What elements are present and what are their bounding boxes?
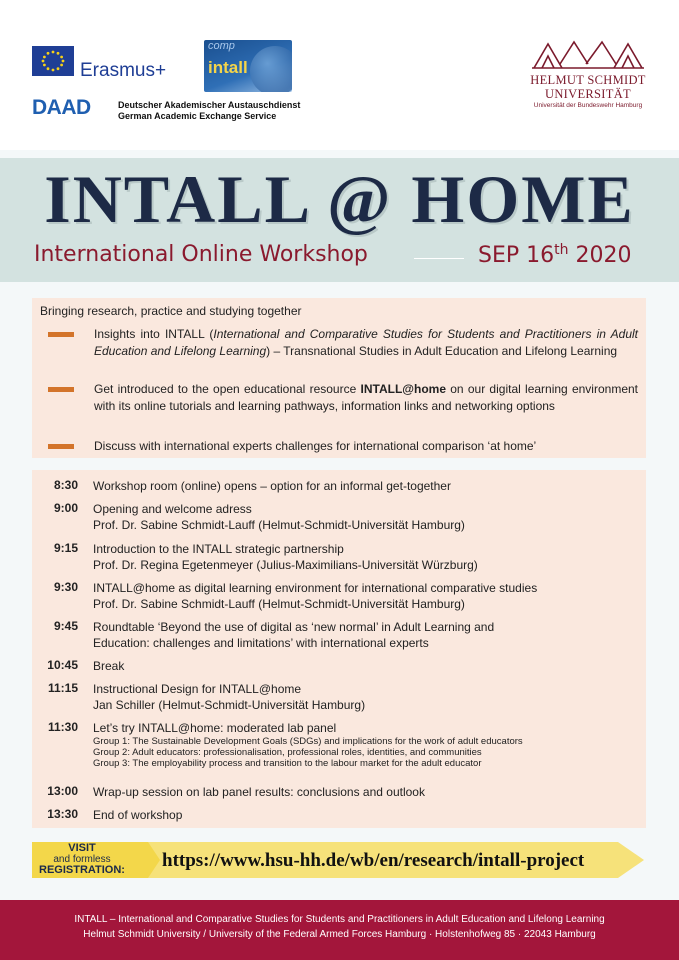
schedule-time: 13:00	[47, 784, 78, 798]
eu-flag-icon	[32, 46, 74, 76]
schedule-line: Prof. Dr. Sabine Schmidt-Lauff (Helmut-Schmidt-Universität Hamburg)	[93, 597, 465, 611]
workshop-date	[478, 242, 631, 268]
bullet-bar-icon	[48, 332, 74, 337]
schedule-line: Introduction to the INTALL strategic partnership	[93, 542, 344, 556]
schedule-line: Workshop room (online) opens – option for an informal get-together	[93, 479, 451, 493]
bullet-text-bold: INTALL@home	[360, 382, 447, 396]
visit-label: VISIT	[68, 842, 96, 854]
schedule-line: Wrap-up session on lab panel results: conclusions and outlook	[93, 785, 425, 799]
hsu-logo	[528, 38, 648, 128]
intro-box	[32, 298, 646, 458]
schedule-entry	[93, 619, 639, 651]
bullet-text-part: Insights into INTALL (	[94, 327, 214, 341]
schedule-entry	[93, 720, 639, 769]
schedule-line: Prof. Dr. Regina Egetenmeyer (Julius-Maximilians-Universität Würzburg)	[93, 558, 478, 572]
schedule-entry	[93, 541, 639, 573]
bullet-bar-icon	[48, 387, 74, 392]
intall-logo-comp: comp	[208, 40, 235, 52]
schedule-time: 9:00	[53, 501, 78, 515]
intall-logo-word: intall	[208, 58, 248, 77]
schedule-entry	[93, 658, 639, 674]
erasmus-logo-text: Erasmus+	[80, 60, 167, 81]
schedule-time: 9:15	[53, 541, 78, 555]
daad-description	[118, 100, 300, 122]
bullet-text-italic: International and Comparative Studies for Students and Practitioners in Adult Education and Lifelong Learning	[94, 327, 638, 358]
bullet-text-part: Get introduced to the open educational resource	[94, 382, 361, 396]
schedule-time: 11:15	[47, 681, 78, 695]
daad-german: Deutscher Akademischer Austauschdienst	[118, 100, 301, 110]
hsu-name-line2: UNIVERSITÄT	[545, 87, 631, 101]
bullet-text	[94, 381, 638, 415]
schedule-line: Break	[93, 659, 125, 673]
date-suffix: th	[554, 242, 569, 258]
schedule-time: 10:45	[47, 658, 78, 672]
schedule-entry	[93, 580, 639, 612]
hsu-name-line1: HELMUT SCHMIDT	[530, 73, 646, 87]
hsu-arches-icon	[530, 38, 646, 72]
schedule-line: Prof. Dr. Sabine Schmidt-Lauff (Helmut-Schmidt-Universität Hamburg)	[93, 518, 465, 532]
registration-label	[34, 843, 130, 876]
daad-english: German Academic Exchange Service	[118, 111, 277, 121]
schedule-entry	[93, 784, 639, 800]
hsu-subtitle: Universität der Bundeswehr Hamburg	[533, 102, 643, 109]
lab-group-line: Group 1: The Sustainable Development Goals (SDGs) and implications for the work of adult educators	[93, 736, 523, 747]
footer	[0, 900, 679, 960]
schedule-time: 8:30	[53, 478, 78, 492]
page-title: INTALL @ HOME	[44, 161, 635, 237]
schedule-time: 11:30	[47, 720, 78, 734]
title-divider	[414, 258, 464, 259]
schedule-entry	[93, 807, 639, 823]
intro-lead: Bringing research, practice and studying together	[40, 304, 302, 318]
intall-logo	[204, 40, 292, 92]
intro-bullet	[48, 326, 638, 360]
schedule-line: Education: challenges and limitations’ with international experts	[93, 636, 429, 650]
schedule-time: 9:30	[53, 580, 78, 594]
schedule-line: Let’s try INTALL@home: moderated lab panel	[93, 721, 337, 735]
schedule-time: 9:45	[53, 619, 78, 633]
schedule-line: Roundtable ‘Beyond the use of digital as ‘new normal’ in Adult Learning and	[93, 620, 495, 634]
registration-word: REGISTRATION:	[39, 864, 125, 876]
logo-header	[0, 0, 679, 150]
schedule-line: INTALL@home as digital learning environment for international comparative studies	[93, 581, 538, 595]
date-year: 2020	[568, 243, 632, 268]
schedule-entry	[93, 501, 639, 533]
footer-line-1: INTALL – International and Comparative Studies for Students and Practitioners in Adult Education and Lifelong Learning	[74, 914, 605, 925]
registration-link[interactable]: https://www.hsu-hh.de/wb/en/research/intall-project	[162, 850, 585, 871]
intro-bullet	[48, 381, 638, 415]
lab-group-line: Group 2: Adult educators: professionalisation, professional roles, identities, and communities	[93, 747, 482, 758]
globe-icon	[250, 46, 292, 92]
schedule-entry	[93, 681, 639, 713]
schedule-line: Opening and welcome adress	[93, 502, 252, 516]
bullet-text-part: on our digital learning environment with its online tutorials and learning pathways, information links and networking options	[94, 382, 638, 413]
daad-logo: DAAD	[32, 96, 91, 119]
workshop-subtitle: International Online Workshop	[34, 242, 368, 267]
lab-group-line: Group 3: The employability process and transition to the labour market for the adult educator	[93, 758, 482, 769]
date-day: SEP 16	[478, 243, 555, 268]
schedule-line: End of workshop	[93, 808, 183, 822]
formless-label: and formless	[53, 854, 111, 865]
bullet-text-part: ) – Transnational Studies in Adult Education and Lifelong Learning	[266, 344, 618, 358]
bullet-text	[94, 326, 638, 360]
schedule-line: Jan Schiller (Helmut-Schmidt-Universität Hamburg)	[93, 698, 366, 712]
schedule-entry	[93, 478, 639, 494]
schedule-time: 13:30	[47, 807, 78, 821]
bullet-text: Discuss with international experts challenges for international comparison ‘at home’	[94, 439, 537, 453]
bullet-bar-icon	[48, 444, 74, 449]
footer-line-2: Helmut Schmidt University / University of the Federal Armed Forces Hamburg · Holstenhofweg 85 · 22043 Hamburg	[83, 929, 596, 940]
schedule-line: Instructional Design for INTALL@home	[93, 682, 302, 696]
intro-bullet	[48, 438, 638, 455]
